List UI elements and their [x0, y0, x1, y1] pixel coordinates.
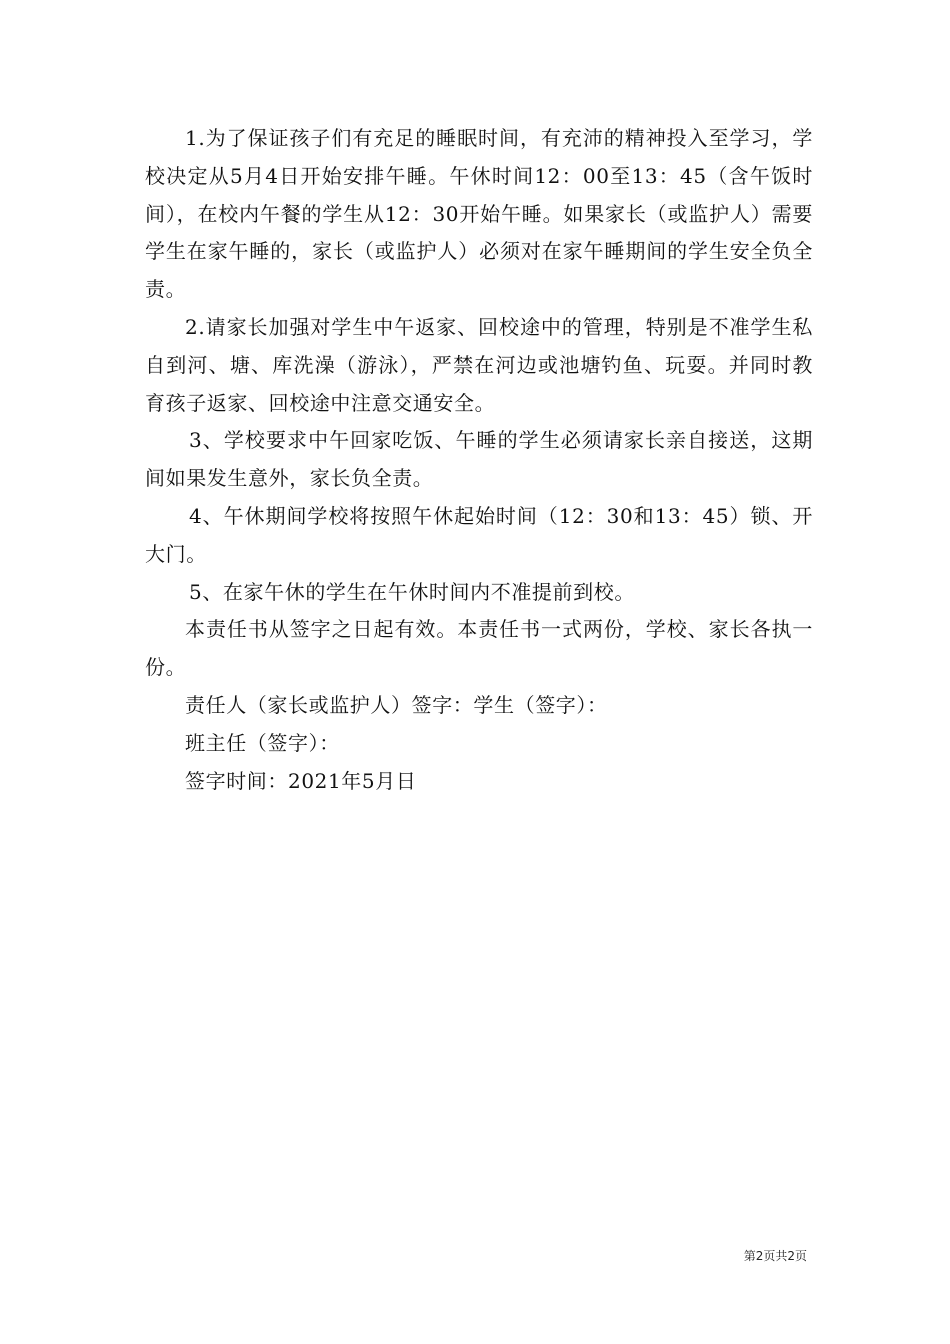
paragraph-pickup-requirement: 3、学校要求中午回家吃饭、午睡的学生必须请家长亲自接送，这期间如果发生意外，家长负全责。 [145, 428, 813, 491]
paragraph-travel-safety: 2.请家长加强对学生中午返家、回校途中的管理，特别是不准学生私自到河、塘、库洗澡（游泳），严禁在河边或池塘钓鱼、玩耍。并同时教育孩子返家、回校途中注意交通安全。 [145, 314, 813, 415]
signature-line-guardian-student: 责任人（家长或监护人）签字：学生（签字）： [185, 692, 608, 717]
document-body [145, 120, 813, 800]
paragraph-no-early-arrival: 5、在家午休的学生在午休时间内不准提前到校。 [189, 579, 635, 604]
paragraph-lunch-rest-schedule: 1.为了保证孩子们有充足的睡眠时间，有充沛的精神投入至学习，学校决定从5月4日开始安排午睡。午休时间12：00至13：45（含午饭时间），在校内午餐的学生从12：30开始午睡。如果家长（或监护人）需要学生在家午睡的，家长（或监护人）必须对在家午睡期间的学生安全负全责。 [145, 126, 813, 302]
page-number-footer: 第2页共2页 [743, 1249, 807, 1263]
paragraph-validity: 本责任书从签字之日起有效。本责任书一式两份，学校、家长各执一份。 [145, 617, 813, 680]
paragraph-gate-times: 4、午休期间学校将按照午休起始时间（12：30和13：45）锁、开大门。 [145, 503, 813, 566]
signature-date-line: 签字时间：2021年5月日 [185, 768, 417, 793]
signature-line-head-teacher: 班主任（签字）： [185, 730, 340, 755]
